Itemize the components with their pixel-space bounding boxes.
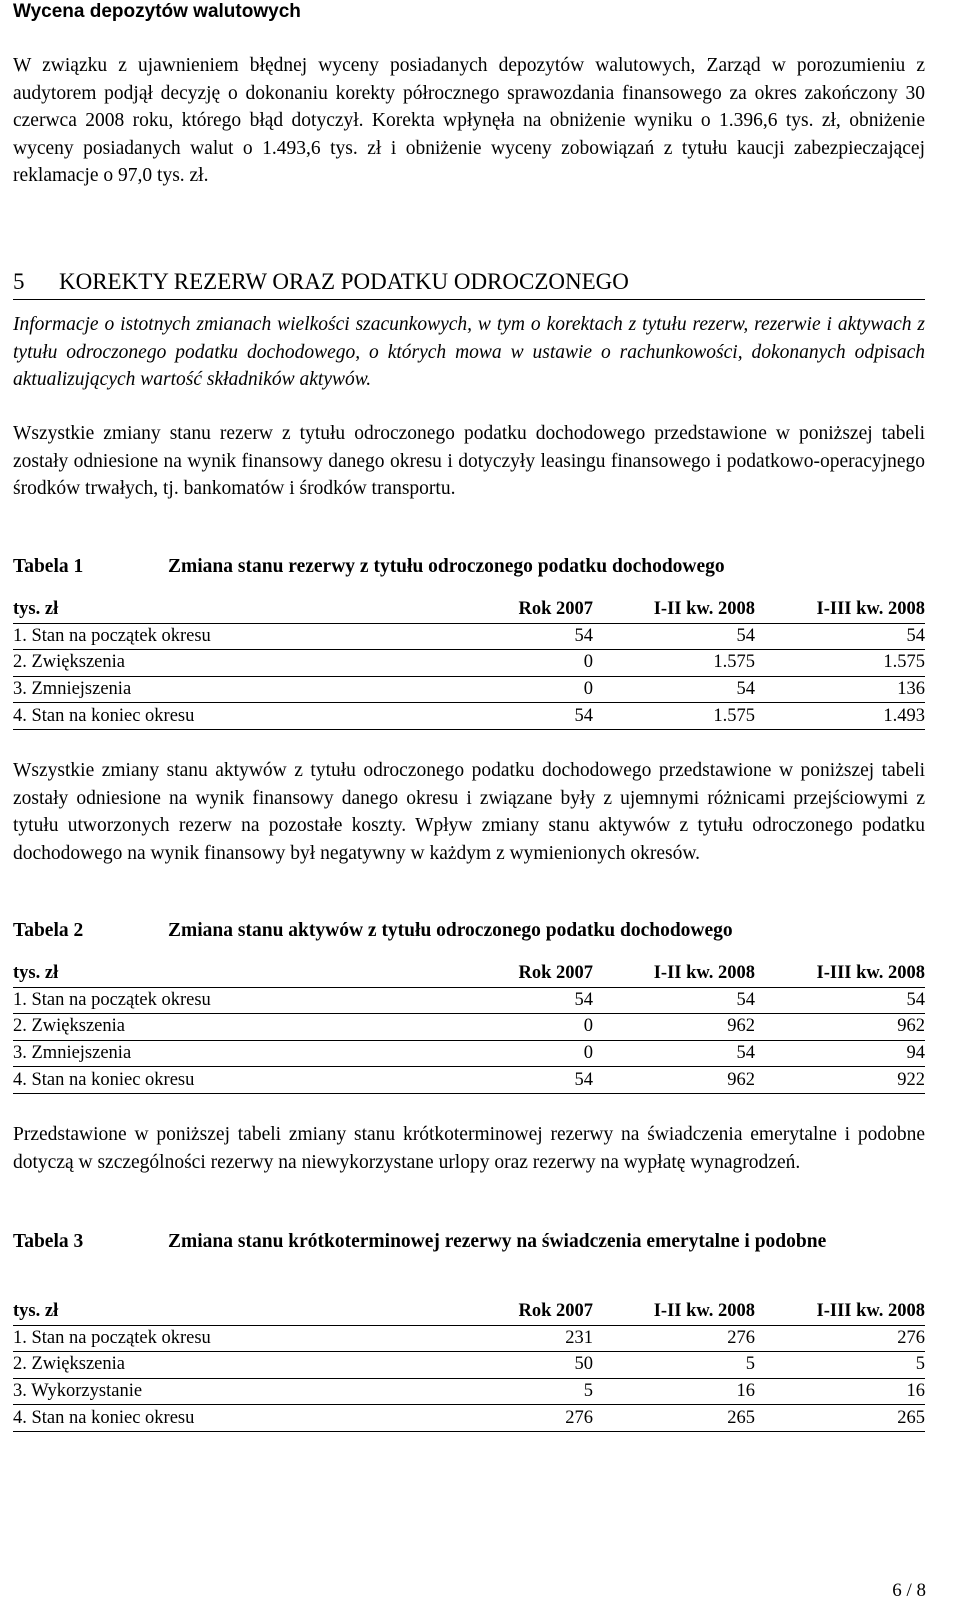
table-row [13,623,925,650]
cell-value: 54 [593,623,755,650]
row-label: 3. Wykorzystanie [13,1378,363,1405]
row-label: 1. Stan na początek okresu [13,1325,363,1352]
cell-value: 1.493 [755,703,925,730]
cell-value: 16 [593,1378,755,1405]
section-title: KOREKTY REZERW ORAZ PODATKU ODROCZONEGO [59,269,629,294]
table-row [13,1040,925,1067]
cell-value: 94 [755,1040,925,1067]
table-2 [13,961,925,1094]
cell-value: 1.575 [593,650,755,677]
table-row [13,1067,925,1094]
cell-value: 1.575 [755,650,925,677]
cell-value: 5 [363,1378,593,1405]
table-row [13,703,925,730]
table-1-label: Tabela 1 [13,556,84,577]
header-cell: Rok 2007 [363,961,593,987]
table-row [13,650,925,677]
table-2-title: Zmiana stanu aktywów z tytułu odroczonego podatku dochodowego [168,920,733,941]
cell-value: 54 [363,987,593,1014]
paragraph-intro-italic: Informacje o istotnych zmianach wielkości szacunkowych, w tym o korektach z tytułu rezerw, rezerwie i aktywach z tytułu odroczonego podatku dochodowego, o których mowa w ustawie o rachunkowości, dokonanych odpisach aktualizujących wartość składników aktywów. [13,314,925,390]
cell-value: 1.575 [593,703,755,730]
cell-value: 54 [363,1067,593,1094]
cell-value: 0 [363,650,593,677]
table-header-row [13,597,925,623]
table-1 [13,597,925,730]
header-cell: Rok 2007 [363,1299,593,1325]
cell-value: 54 [363,623,593,650]
paragraph-reserves: Wszystkie zmiany stanu rezerw z tytułu odroczonego podatku dochodowego przedstawione w poniższej tabeli zostały odniesione na wynik finansowy danego okresu i dotyczyły leasingu finansowego i podatkowo-operacyjnego środków trwałych, tj. bankomatów i środków transportu. [13,423,925,499]
cell-value: 0 [363,1014,593,1041]
table-3-title: Zmiana stanu krótkoterminowej rezerwy na świadczenia emerytalne i podobne [168,1231,827,1252]
paragraph-assets: Wszystkie zmiany stanu aktywów z tytułu odroczonego podatku dochodowego przedstawione w poniższej tabeli zostały odniesione na wynik finansowy danego okresu i związane były z ujemnymi różnicami przejściowymi z tytułu utworzonych rezerw na pozostałe koszty. Wpływ zmiany stanu aktywów z tytułu odroczonego podatku dochodowego na wynik finansowy był negatywny w każdym z wymienionych okresów. [13,760,925,864]
cell-value: 962 [593,1067,755,1094]
header-cell: I-III kw. 2008 [755,1299,925,1325]
cell-value: 922 [755,1067,925,1094]
cell-value: 276 [755,1325,925,1352]
cell-value: 231 [363,1325,593,1352]
cell-value: 5 [755,1352,925,1379]
paragraph-correction: W związku z ujawnieniem błędnej wyceny posiadanych depozytów walutowych, Zarząd w porozumieniu z audytorem podjął decyzję o dokonaniu korekty półrocznego sprawozdania finansowego za okres zakończony 30 czerwca 2008 roku, którego błąd dotyczył. Korekta wpłynęła na obniżenie wyniku o 1.396,6 tys. zł, obniżenie wyceny posiadanych walut o 1.493,6 tys. zł i obniżenie wyceny zobowiązań z tytułu kaucji zabezpieczającej reklamacje o 97,0 tys. zł. [13,55,925,186]
cell-value: 50 [363,1352,593,1379]
paragraph-retirement: Przedstawione w poniższej tabeli zmiany stanu krótkoterminowej rezerwy na świadczenia emerytalne i podobne dotyczą w szczególności rezerwy na niewykorzystane urlopy oraz rezerwy na wypłatę wynagrodzeń. [13,1124,925,1173]
table-header-row [13,1299,925,1325]
header-cell: Rok 2007 [363,597,593,623]
cell-value: 5 [593,1352,755,1379]
cell-value: 962 [593,1014,755,1041]
header-cell: I-III kw. 2008 [755,597,925,623]
table-row [13,1352,925,1379]
header-cell: I-II kw. 2008 [593,1299,755,1325]
cell-value: 54 [363,703,593,730]
section-heading [13,266,925,300]
table-row [13,1378,925,1405]
table-row [13,1405,925,1432]
heading-currency-deposits: Wycena depozytów walutowych [13,1,301,22]
table-3 [13,1299,925,1432]
row-label: 2. Zwiększenia [13,650,363,677]
header-cell: I-III kw. 2008 [755,961,925,987]
cell-value: 54 [755,623,925,650]
table-row [13,1014,925,1041]
row-label: 1. Stan na początek okresu [13,987,363,1014]
cell-value: 0 [363,1040,593,1067]
page-number: 6 / 8 [892,1580,926,1601]
cell-value: 265 [593,1405,755,1432]
row-label: 4. Stan na koniec okresu [13,703,363,730]
row-label: 4. Stan na koniec okresu [13,1067,363,1094]
table-header-row [13,961,925,987]
section-number: 5 [13,269,25,294]
table-row [13,676,925,703]
cell-value: 0 [363,676,593,703]
header-cell: tys. zł [13,597,363,623]
row-label: 2. Zwiększenia [13,1352,363,1379]
header-cell: I-II kw. 2008 [593,597,755,623]
row-label: 4. Stan na koniec okresu [13,1405,363,1432]
cell-value: 16 [755,1378,925,1405]
cell-value: 54 [755,987,925,1014]
row-label: 3. Zmniejszenia [13,676,363,703]
cell-value: 54 [593,676,755,703]
header-cell: tys. zł [13,961,363,987]
cell-value: 265 [755,1405,925,1432]
row-label: 1. Stan na początek okresu [13,623,363,650]
table-3-label: Tabela 3 [13,1231,84,1252]
table-2-label: Tabela 2 [13,920,84,941]
cell-value: 54 [593,987,755,1014]
table-row [13,1325,925,1352]
header-cell: I-II kw. 2008 [593,961,755,987]
row-label: 3. Zmniejszenia [13,1040,363,1067]
table-1-title: Zmiana stanu rezerwy z tytułu odroczonego podatku dochodowego [168,556,725,577]
cell-value: 276 [593,1325,755,1352]
row-label: 2. Zwiększenia [13,1014,363,1041]
cell-value: 54 [593,1040,755,1067]
cell-value: 136 [755,676,925,703]
cell-value: 276 [363,1405,593,1432]
header-cell: tys. zł [13,1299,363,1325]
cell-value: 962 [755,1014,925,1041]
table-row [13,987,925,1014]
